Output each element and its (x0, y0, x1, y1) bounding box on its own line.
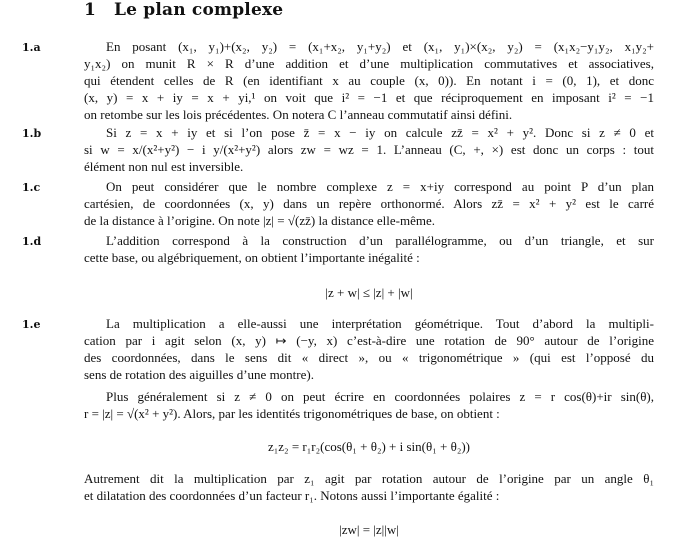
text-line: Autrement dit la multiplication par z₁ agit par rotation autour de l’origine par un angle θ₁ (84, 471, 654, 486)
section-number: 1 (84, 0, 97, 20)
text-line: Si z = x + iy et si l’on pose z̄ = x − iy on calcule zz̄ = x² + y². Donc si z ≠ 0 et (106, 125, 654, 140)
text-line: r = |z| = √(x² + y²). Alors, par les identités trigonométriques de base, on obtient : (84, 406, 500, 421)
text-line: cette base, ou algébriquement, on obtient l’importante inégalité : (84, 250, 420, 265)
text-line: On peut considérer que le nombre complexe z = x+iy correspond au point P d’un plan (106, 179, 654, 194)
text-line: élément non nul est inversible. (84, 159, 244, 174)
paragraph-label: 1.a (22, 41, 41, 54)
text-line: on retombe sur les lois précédentes. On notera C l’anneau commutatif ainsi défini. (84, 107, 513, 122)
display-equation: |z + w| ≤ |z| + |w| (325, 285, 413, 300)
paragraph-label: 1.d (22, 235, 42, 248)
text-line: et dilatation des coordonnées d’un facteur r₁. Notons aussi l’importante égalité : (84, 488, 500, 503)
text-line: cation par i agit selon (x, y) ↦ (−y, x) c’est-à-dire une rotation de 90° autour de l’origine (84, 333, 654, 348)
paragraph-label: 1.e (22, 318, 41, 331)
text-line: (x, y) = x + iy = x + yi,¹ on voit que i² = −1 et que réciproquement en imposant i² = −1 (84, 90, 654, 105)
text-line: Plus généralement si z ≠ 0 on peut écrire en coordonnées polaires z = r cos(θ)+ir sin(θ), (106, 389, 654, 404)
paragraph-label: 1.c (22, 181, 41, 194)
section-title: Le plan complexe (114, 0, 284, 20)
text-line: sens de rotation des aiguilles d’une montre). (84, 367, 314, 382)
text-line: L’addition correspond à la construction d’un parallélogramme, ou d’un triangle, et sur (106, 233, 654, 248)
display-equation: z₁z₂ = r₁r₂(cos(θ₁ + θ₂) + i sin(θ₁ + θ₂)) (267, 439, 471, 454)
text-line: de la distance à l’origine. On note |z| = √(zz̄) la distance elle-même. (84, 213, 436, 228)
text-line: y₁x₂) on munit R × R d’une addition et d’une multiplication commutatives et associatives, (84, 56, 654, 71)
text-line: si w = x/(x²+y²) − i y/(x²+y²) alors zw = wz = 1. L’anneau (C, +, ×) est donc un corps : tout (84, 142, 654, 157)
section-heading (84, 0, 283, 20)
text-line: cartésien, de coordonnées (x, y) dans un repère orthonormé. Alors zz̄ = x² + y² est le carré (84, 196, 654, 211)
text-line: En posant (x₁, y₁)+(x₂, y₂) = (x₁+x₂, y₁+y₂) et (x₁, y₁)×(x₂, y₂) = (x₁x₂−y₁y₂, x₁y₂+ (106, 39, 654, 54)
text-line: La multiplication a elle-aussi une interprétation géométrique. Tout d’abord la multipli- (106, 316, 654, 331)
text-line: des coordonnées, dans le sens dit « direct », ou « trigonométrique » (qui est l’opposé du (84, 350, 654, 365)
display-equation: |zw| = |z||w| (339, 522, 399, 537)
text-line: qui étendent celles de R (en identifiant x au couple (x, 0)). En notant i = (0, 1), et donc (84, 73, 654, 88)
paragraph-label: 1.b (22, 127, 42, 140)
